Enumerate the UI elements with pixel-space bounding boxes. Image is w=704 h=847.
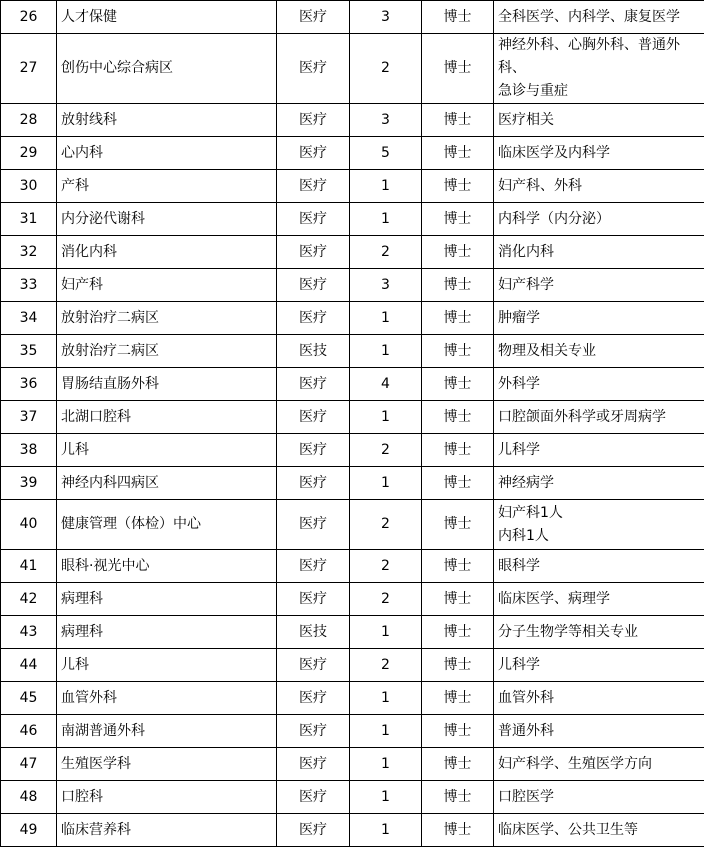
major-requirement-cell (494, 715, 704, 748)
degree-cell: 博士 (422, 34, 494, 104)
major-requirement-line: 妇产科、外科 (498, 175, 700, 198)
major-requirement-line: 儿科学 (498, 439, 700, 462)
degree-cell: 博士 (422, 781, 494, 814)
headcount-cell: 2 (350, 649, 422, 682)
major-requirement-line: 全科医学、内科学、康复医学 (498, 6, 700, 29)
row-number-cell: 28 (1, 104, 57, 137)
position-type-cell: 医技 (277, 335, 350, 368)
position-type-cell: 医疗 (277, 137, 350, 170)
headcount-cell: 4 (350, 368, 422, 401)
row-number-cell: 45 (1, 682, 57, 715)
major-requirement-cell (494, 1, 704, 34)
department-cell: 消化内科 (57, 236, 277, 269)
degree-cell: 博士 (422, 500, 494, 550)
department-cell: 心内科 (57, 137, 277, 170)
degree-cell: 博士 (422, 302, 494, 335)
major-requirement-cell (494, 203, 704, 236)
department-cell: 胃肠结直肠外科 (57, 368, 277, 401)
major-requirement-line: 内科学（内分泌） (498, 208, 700, 231)
major-requirement-line: 血管外科 (498, 687, 700, 710)
position-type-cell: 医疗 (277, 715, 350, 748)
table-row (1, 583, 704, 616)
row-number-cell: 38 (1, 434, 57, 467)
major-requirement-line: 口腔颌面外科学或牙周病学 (498, 406, 700, 429)
major-requirement-cell (494, 170, 704, 203)
major-requirement-line: 临床医学及内科学 (498, 142, 700, 165)
table-row (1, 682, 704, 715)
headcount-cell: 3 (350, 269, 422, 302)
position-type-cell: 医疗 (277, 368, 350, 401)
degree-cell: 博士 (422, 269, 494, 302)
table-row (1, 368, 704, 401)
row-number-cell: 40 (1, 500, 57, 550)
major-requirement-cell (494, 583, 704, 616)
table-row (1, 550, 704, 583)
headcount-cell: 2 (350, 236, 422, 269)
major-requirement-cell (494, 500, 704, 550)
major-requirement-line: 妇产科学、生殖医学方向 (498, 753, 700, 776)
major-requirement-cell (494, 434, 704, 467)
position-type-cell: 医疗 (277, 649, 350, 682)
table-row (1, 170, 704, 203)
position-type-cell: 医疗 (277, 748, 350, 781)
major-requirement-line: 物理及相关专业 (498, 340, 700, 363)
position-type-cell: 医疗 (277, 302, 350, 335)
major-requirement-cell (494, 34, 704, 104)
headcount-cell: 1 (350, 682, 422, 715)
row-number-cell: 41 (1, 550, 57, 583)
position-type-cell: 医疗 (277, 236, 350, 269)
department-cell: 眼科·视光中心 (57, 550, 277, 583)
row-number-cell: 48 (1, 781, 57, 814)
table-row (1, 649, 704, 682)
table-row (1, 715, 704, 748)
position-type-cell: 医疗 (277, 104, 350, 137)
table-row (1, 137, 704, 170)
position-type-cell: 医疗 (277, 583, 350, 616)
position-type-cell: 医疗 (277, 781, 350, 814)
row-number-cell: 35 (1, 335, 57, 368)
headcount-cell: 3 (350, 1, 422, 34)
major-requirement-cell (494, 104, 704, 137)
degree-cell: 博士 (422, 434, 494, 467)
table-row (1, 236, 704, 269)
row-number-cell: 46 (1, 715, 57, 748)
row-number-cell: 33 (1, 269, 57, 302)
major-requirement-line: 妇产科1人 (498, 502, 700, 525)
major-requirement-line: 儿科学 (498, 654, 700, 677)
major-requirement-cell (494, 302, 704, 335)
headcount-cell: 1 (350, 302, 422, 335)
position-type-cell: 医疗 (277, 814, 350, 847)
major-requirement-cell (494, 467, 704, 500)
degree-cell: 博士 (422, 682, 494, 715)
department-cell: 健康管理（体检）中心 (57, 500, 277, 550)
department-cell: 口腔科 (57, 781, 277, 814)
major-requirement-cell (494, 781, 704, 814)
table-row (1, 748, 704, 781)
table-row (1, 814, 704, 847)
major-requirement-line: 消化内科 (498, 241, 700, 264)
table-row (1, 34, 704, 104)
department-cell: 儿科 (57, 649, 277, 682)
table-row (1, 616, 704, 649)
headcount-cell: 1 (350, 748, 422, 781)
row-number-cell: 27 (1, 34, 57, 104)
degree-cell: 博士 (422, 467, 494, 500)
degree-cell: 博士 (422, 137, 494, 170)
degree-cell: 博士 (422, 616, 494, 649)
major-requirement-line: 神经外科、心胸外科、普通外科、 (498, 34, 700, 80)
row-number-cell: 30 (1, 170, 57, 203)
table-row (1, 434, 704, 467)
major-requirement-line: 医疗相关 (498, 109, 700, 132)
degree-cell: 博士 (422, 649, 494, 682)
degree-cell: 博士 (422, 335, 494, 368)
table-row (1, 104, 704, 137)
table-row (1, 401, 704, 434)
degree-cell: 博士 (422, 104, 494, 137)
row-number-cell: 32 (1, 236, 57, 269)
position-type-cell: 医疗 (277, 1, 350, 34)
headcount-cell: 1 (350, 335, 422, 368)
position-type-cell: 医疗 (277, 170, 350, 203)
headcount-cell: 1 (350, 781, 422, 814)
department-cell: 放射治疗二病区 (57, 302, 277, 335)
major-requirement-line: 急诊与重症 (498, 80, 700, 103)
position-type-cell: 医疗 (277, 434, 350, 467)
major-requirement-line: 分子生物学等相关专业 (498, 621, 700, 644)
position-type-cell: 医疗 (277, 500, 350, 550)
major-requirement-line: 眼科学 (498, 555, 700, 578)
row-number-cell: 34 (1, 302, 57, 335)
major-requirement-cell (494, 335, 704, 368)
major-requirement-line: 口腔医学 (498, 786, 700, 809)
degree-cell: 博士 (422, 715, 494, 748)
major-requirement-line: 内科1人 (498, 525, 700, 548)
major-requirement-line: 普通外科 (498, 720, 700, 743)
major-requirement-cell (494, 401, 704, 434)
degree-cell: 博士 (422, 401, 494, 434)
headcount-cell: 5 (350, 137, 422, 170)
row-number-cell: 29 (1, 137, 57, 170)
table-row (1, 781, 704, 814)
table-row (1, 500, 704, 550)
table-body (1, 1, 704, 847)
position-type-cell: 医疗 (277, 682, 350, 715)
table-row (1, 269, 704, 302)
headcount-cell: 2 (350, 550, 422, 583)
row-number-cell: 49 (1, 814, 57, 847)
major-requirement-line: 妇产科学 (498, 274, 700, 297)
headcount-cell: 1 (350, 203, 422, 236)
department-cell: 病理科 (57, 616, 277, 649)
major-requirement-cell (494, 748, 704, 781)
table-row (1, 203, 704, 236)
headcount-cell: 2 (350, 583, 422, 616)
major-requirement-cell (494, 550, 704, 583)
department-cell: 血管外科 (57, 682, 277, 715)
major-requirement-line: 外科学 (498, 373, 700, 396)
headcount-cell: 1 (350, 814, 422, 847)
department-cell: 南湖普通外科 (57, 715, 277, 748)
department-cell: 内分泌代谢科 (57, 203, 277, 236)
degree-cell: 博士 (422, 1, 494, 34)
degree-cell: 博士 (422, 583, 494, 616)
position-type-cell: 医疗 (277, 550, 350, 583)
department-cell: 人才保健 (57, 1, 277, 34)
major-requirement-cell (494, 649, 704, 682)
row-number-cell: 37 (1, 401, 57, 434)
row-number-cell: 36 (1, 368, 57, 401)
headcount-cell: 1 (350, 616, 422, 649)
degree-cell: 博士 (422, 550, 494, 583)
major-requirement-cell (494, 682, 704, 715)
headcount-cell: 2 (350, 34, 422, 104)
degree-cell: 博士 (422, 236, 494, 269)
position-type-cell: 医疗 (277, 467, 350, 500)
headcount-cell: 1 (350, 170, 422, 203)
department-cell: 生殖医学科 (57, 748, 277, 781)
major-requirement-line: 临床医学、公共卫生等 (498, 819, 700, 842)
department-cell: 放射线科 (57, 104, 277, 137)
department-cell: 北湖口腔科 (57, 401, 277, 434)
department-cell: 创伤中心综合病区 (57, 34, 277, 104)
department-cell: 神经内科四病区 (57, 467, 277, 500)
headcount-cell: 3 (350, 104, 422, 137)
headcount-cell: 2 (350, 434, 422, 467)
row-number-cell: 44 (1, 649, 57, 682)
major-requirement-cell (494, 269, 704, 302)
position-type-cell: 医疗 (277, 203, 350, 236)
major-requirement-line: 肿瘤学 (498, 307, 700, 330)
major-requirement-cell (494, 137, 704, 170)
headcount-cell: 1 (350, 467, 422, 500)
major-requirement-line: 临床医学、病理学 (498, 588, 700, 611)
row-number-cell: 26 (1, 1, 57, 34)
department-cell: 放射治疗二病区 (57, 335, 277, 368)
major-requirement-line: 神经病学 (498, 472, 700, 495)
department-cell: 妇产科 (57, 269, 277, 302)
row-number-cell: 47 (1, 748, 57, 781)
row-number-cell: 43 (1, 616, 57, 649)
major-requirement-cell (494, 616, 704, 649)
department-cell: 产科 (57, 170, 277, 203)
position-type-cell: 医疗 (277, 34, 350, 104)
degree-cell: 博士 (422, 170, 494, 203)
table-row (1, 1, 704, 34)
row-number-cell: 31 (1, 203, 57, 236)
headcount-cell: 1 (350, 401, 422, 434)
degree-cell: 博士 (422, 203, 494, 236)
table-row (1, 302, 704, 335)
department-cell: 病理科 (57, 583, 277, 616)
department-cell: 儿科 (57, 434, 277, 467)
headcount-cell: 1 (350, 715, 422, 748)
row-number-cell: 39 (1, 467, 57, 500)
degree-cell: 博士 (422, 814, 494, 847)
position-type-cell: 医技 (277, 616, 350, 649)
position-type-cell: 医疗 (277, 269, 350, 302)
major-requirement-cell (494, 236, 704, 269)
degree-cell: 博士 (422, 368, 494, 401)
major-requirement-cell (494, 368, 704, 401)
table-row (1, 335, 704, 368)
position-type-cell: 医疗 (277, 401, 350, 434)
headcount-cell: 2 (350, 500, 422, 550)
degree-cell: 博士 (422, 748, 494, 781)
table-row (1, 467, 704, 500)
department-cell: 临床营养科 (57, 814, 277, 847)
row-number-cell: 42 (1, 583, 57, 616)
major-requirement-cell (494, 814, 704, 847)
